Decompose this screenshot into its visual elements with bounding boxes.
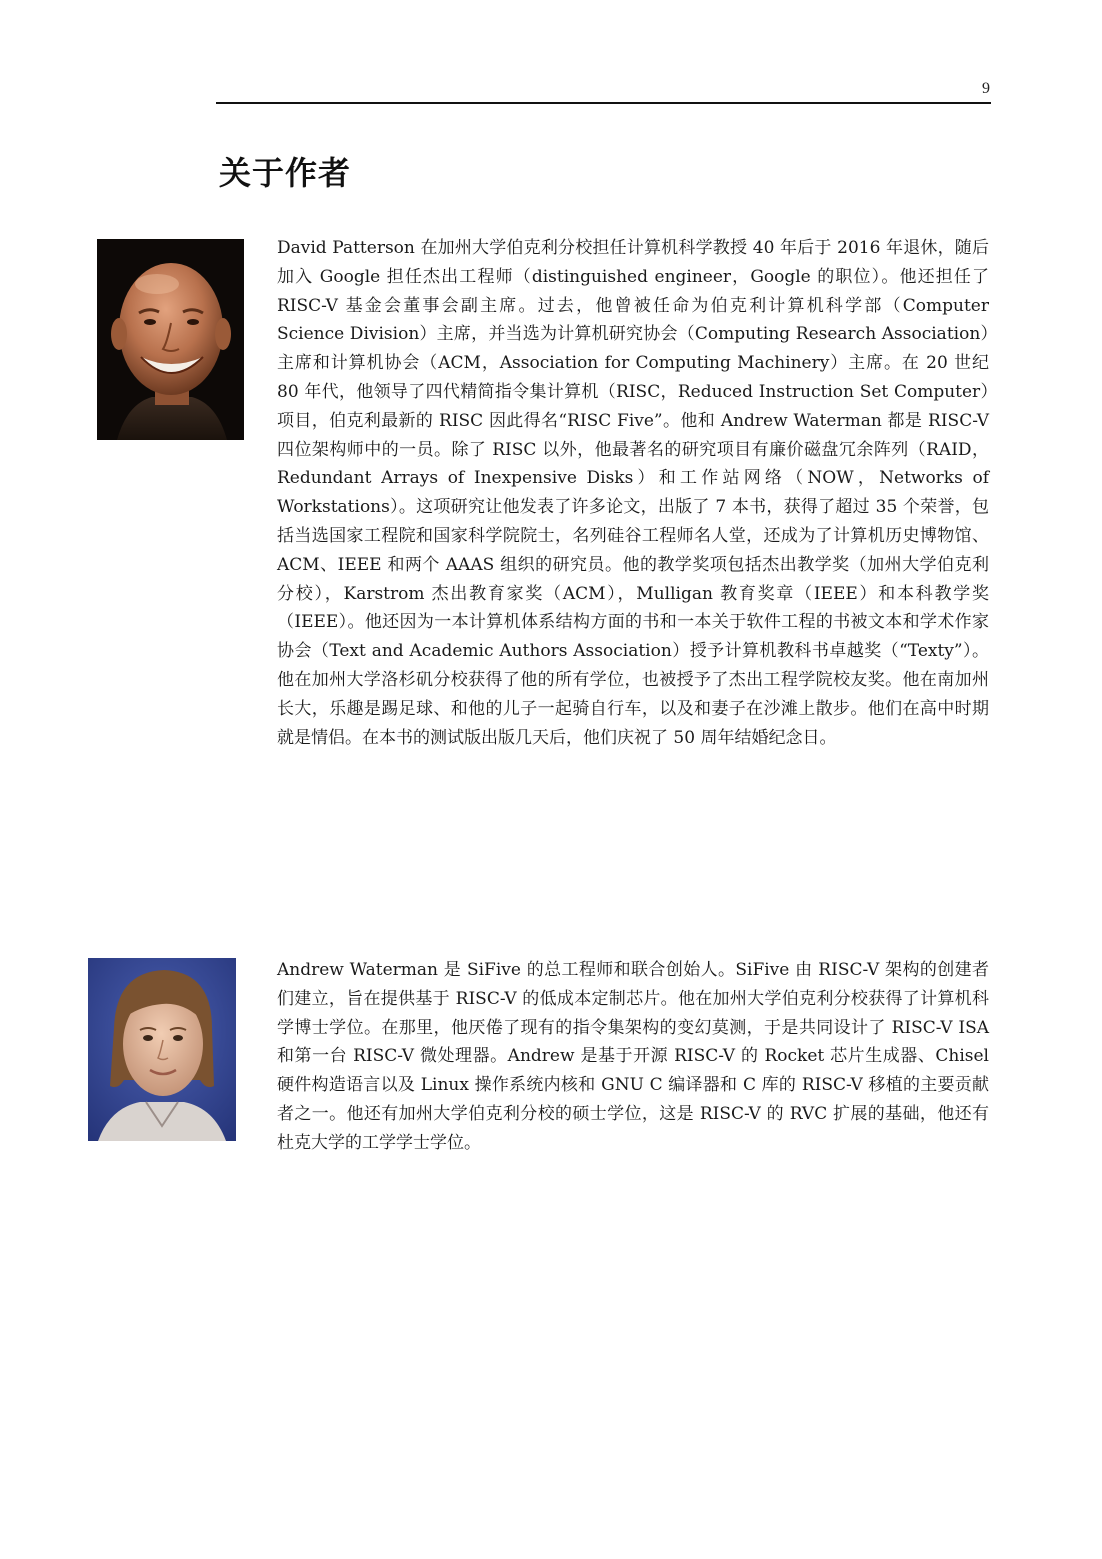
author-photo-waterman	[88, 958, 236, 1141]
author-photo-patterson	[97, 239, 244, 440]
page-title: 关于作者	[219, 154, 352, 192]
header-rule	[216, 102, 991, 104]
page-number: 9	[982, 80, 990, 97]
author-bio-patterson: David Patterson 在加州大学伯克利分校担任计算机科学教授 40 年后于 2016 年退休，随后加入 Google 担任杰出工程师（distinguished engineer，Google 的职位）。他还担任了 RISC-V 基金会董事会副主席。过去，他曾被任命为伯克利计算机科学部（Computer Science Division）主席，并当选为计算机研究协会（Computing Research Association）主席和计算机协会（ACM，Association for Computing Machinery）主席。在 20 世纪 80 年代，他领导了四代精简指令集计算机（RISC，Reduced Instruction Set Computer）项目，伯克利最新的 RISC 因此得名“RISC Five”。他和 Andrew Waterman 都是 RISC-V 四位架构师中的一员。除了 RISC 以外，他最著名的研究项目有廉价磁盘冗余阵列（RAID，Redundant Arrays of Inexpensive Disks）和工作站网络（NOW，Networks of Workstations）。这项研究让他发表了许多论文，出版了 7 本书，获得了超过 35 个荣誉，包括当选国家工程院和国家科学院院士，名列硅谷工程师名人堂，还成为了计算机历史博物馆、ACM、IEEE 和两个 AAAS 组织的研究员。他的教学奖项包括杰出教学奖（加州大学伯克利分校），Karstrom 杰出教育家奖（ACM），Mulligan 教育奖章（IEEE）和本科教学奖（IEEE）。他还因为一本计算机体系结构方面的书和一本关于软件工程的书被文本和学术作家协会（Text and Academic Authors Association）授予计算机教科书卓越奖（“Texty”）。他在加州大学洛杉矶分校获得了他的所有学位，也被授予了杰出工程学院校友奖。他在南加州长大，乐趣是踢足球、和他的儿子一起骑自行车，以及和妻子在沙滩上散步。他们在高中时期就是情侣。在本书的测试版出版几天后，他们庆祝了 50 周年结婚纪念日。	[277, 238, 989, 748]
author-bio-waterman: Andrew Waterman 是 SiFive 的总工程师和联合创始人。SiFive 由 RISC-V 架构的创建者们建立，旨在提供基于 RISC-V 的低成本定制芯片。他在加州大学伯克利分校获得了计算机科学博士学位。在那里，他厌倦了现有的指令集架构的变幻莫测，于是共同设计了 RISC-V ISA 和第一台 RISC-V 微处理器。Andrew 是基于开源 RISC-V 的 Rocket 芯片生成器、Chisel 硬件构造语言以及 Linux 操作系统内核和 GNU C 编译器和 C 库的 RISC-V 移植的主要贡献者之一。他还有加州大学伯克利分校的硕士学位，这是 RISC-V 的 RVC 扩展的基础，他还有杜克大学的工学学士学位。	[277, 960, 989, 1153]
